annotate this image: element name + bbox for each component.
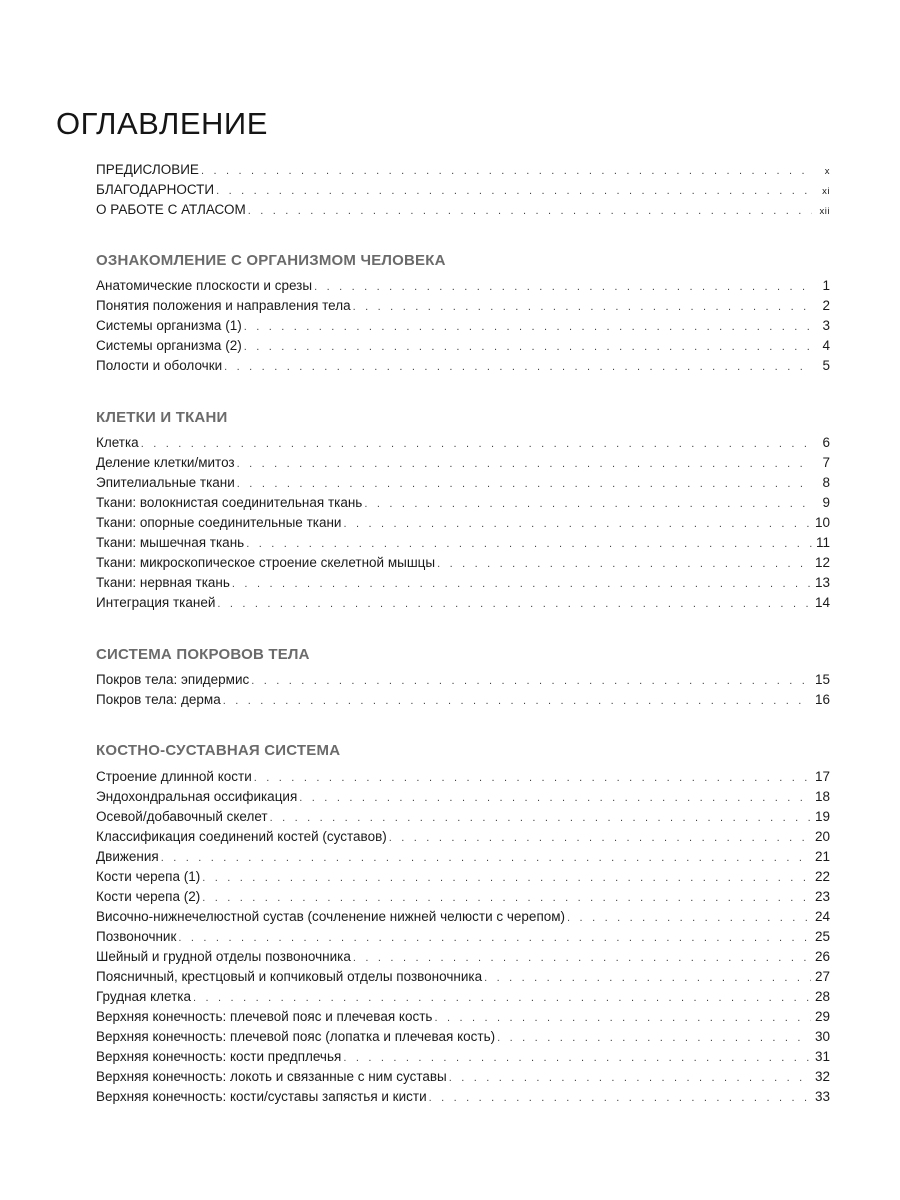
toc-entry-page: 7 bbox=[822, 455, 830, 470]
toc-entry-title: Полости и оболочки bbox=[96, 358, 223, 373]
toc-entry-title: Височно-нижнечелюстной сустав (сочленение нижней челюсти с черепом) bbox=[96, 909, 566, 924]
toc-entry-page: 4 bbox=[822, 338, 830, 353]
dot-leader bbox=[237, 474, 812, 494]
toc-entry[interactable] bbox=[96, 787, 830, 807]
toc-entry[interactable] bbox=[96, 827, 830, 847]
dot-leader bbox=[246, 534, 812, 554]
toc-entry[interactable] bbox=[96, 433, 830, 453]
toc-entry-page: 30 bbox=[814, 1029, 830, 1044]
toc-entry-title: Ткани: мышечная ткань bbox=[96, 535, 245, 550]
toc-entry-title: Покров тела: эпидермис bbox=[96, 672, 250, 687]
toc-entry-page: 23 bbox=[814, 889, 830, 904]
toc-entry-title: Эпителиальные ткани bbox=[96, 475, 235, 490]
toc-entry[interactable] bbox=[96, 1007, 830, 1027]
toc-entry-title: Грудная клетка bbox=[96, 989, 192, 1004]
toc-entry-title: Осевой/добавочный скелет bbox=[96, 809, 268, 824]
toc-entry[interactable] bbox=[96, 1027, 830, 1047]
dot-leader bbox=[254, 768, 811, 788]
toc-entry-page: 14 bbox=[814, 595, 830, 610]
section-entries bbox=[96, 670, 830, 710]
toc-entry-page: xii bbox=[819, 206, 830, 217]
toc-entry-page: 10 bbox=[814, 515, 830, 530]
toc-entry-title: Эндохондральная оссификация bbox=[96, 789, 298, 804]
toc-entry[interactable] bbox=[96, 200, 830, 220]
toc-entry[interactable] bbox=[96, 336, 830, 356]
toc-entry[interactable] bbox=[96, 967, 830, 987]
section-heading: КЛЕТКИ И ТКАНИ bbox=[96, 409, 228, 426]
toc-entry-title: Позвоночник bbox=[96, 929, 177, 944]
toc-entry-page: 5 bbox=[822, 358, 830, 373]
toc-entry-page: 13 bbox=[814, 575, 830, 590]
toc-entry-page: x bbox=[824, 166, 830, 177]
toc-entry[interactable] bbox=[96, 453, 830, 473]
toc-entry[interactable] bbox=[96, 180, 830, 200]
toc-entry-title: Кости черепа (1) bbox=[96, 869, 201, 884]
toc-entry-page: 12 bbox=[814, 555, 830, 570]
dot-leader bbox=[429, 1088, 811, 1108]
toc-entry-title: Покров тела: дерма bbox=[96, 692, 221, 707]
toc-entry[interactable] bbox=[96, 316, 830, 336]
toc-entry[interactable] bbox=[96, 867, 830, 887]
toc-entry-page: 19 bbox=[814, 809, 830, 824]
toc-entry-title: Верхняя конечность: локоть и связанные с ним суставы bbox=[96, 1069, 447, 1084]
dot-leader bbox=[389, 828, 811, 848]
toc-entry-title: Клетка bbox=[96, 435, 139, 450]
toc-entry[interactable] bbox=[96, 473, 830, 493]
dot-leader bbox=[437, 554, 811, 574]
toc-entry-page: 2 bbox=[822, 298, 830, 313]
dot-leader bbox=[251, 671, 811, 691]
toc-entry-title: Верхняя конечность: плечевой пояс и плечевая кость bbox=[96, 1009, 433, 1024]
toc-entry[interactable] bbox=[96, 276, 830, 296]
toc-entry-page: 24 bbox=[814, 909, 830, 924]
dot-leader bbox=[567, 908, 811, 928]
section-heading: СИСТЕМА ПОКРОВОВ ТЕЛА bbox=[96, 646, 310, 663]
dot-leader bbox=[217, 594, 811, 614]
toc-entry-page: 25 bbox=[814, 929, 830, 944]
toc-entry[interactable] bbox=[96, 670, 830, 690]
section-heading: КОСТНО-СУСТАВНАЯ СИСТЕМА bbox=[96, 742, 341, 759]
dot-leader bbox=[216, 181, 812, 201]
toc-entry-title: Интеграция тканей bbox=[96, 595, 216, 610]
section-entries bbox=[96, 276, 830, 376]
dot-leader bbox=[449, 1068, 811, 1088]
toc-entry-page: 32 bbox=[814, 1069, 830, 1084]
toc-entry[interactable] bbox=[96, 887, 830, 907]
dot-leader bbox=[141, 434, 812, 454]
dot-leader bbox=[248, 201, 812, 221]
toc-entry-title: ПРЕДИСЛОВИЕ bbox=[96, 162, 199, 177]
dot-leader bbox=[343, 514, 811, 534]
toc-entry-title: Верхняя конечность: плечевой пояс (лопатка и плечевая кость) bbox=[96, 1029, 496, 1044]
front-matter-list bbox=[96, 160, 830, 220]
dot-leader bbox=[201, 161, 812, 181]
dot-leader bbox=[270, 808, 811, 828]
dot-leader bbox=[202, 868, 811, 888]
toc-entry[interactable] bbox=[96, 767, 830, 787]
dot-leader bbox=[484, 968, 811, 988]
toc-entry-title: Верхняя конечность: кости предплечья bbox=[96, 1049, 342, 1064]
dot-leader bbox=[224, 357, 812, 377]
toc-entry-page: 6 bbox=[822, 435, 830, 450]
toc-entry-title: Ткани: волокнистая соединительная ткань bbox=[96, 495, 363, 510]
section-entries bbox=[96, 433, 830, 613]
dot-leader bbox=[353, 948, 811, 968]
toc-entry[interactable] bbox=[96, 847, 830, 867]
toc-entry[interactable] bbox=[96, 533, 830, 553]
dot-leader bbox=[161, 848, 811, 868]
toc-entry-page: 31 bbox=[814, 1049, 830, 1064]
dot-leader bbox=[299, 788, 811, 808]
toc-entry[interactable] bbox=[96, 160, 830, 180]
toc-entry-page: 1 bbox=[822, 278, 830, 293]
toc-entry-page: 3 bbox=[822, 318, 830, 333]
section-heading: ОЗНАКОМЛЕНИЕ С ОРГАНИЗМОМ ЧЕЛОВЕКА bbox=[96, 252, 446, 269]
toc-entry[interactable] bbox=[96, 947, 830, 967]
toc-entry[interactable] bbox=[96, 1067, 830, 1087]
dot-leader bbox=[353, 297, 812, 317]
toc-entry-page: 8 bbox=[822, 475, 830, 490]
page-title: ОГЛАВЛЕНИЕ bbox=[56, 106, 268, 141]
dot-leader bbox=[244, 317, 812, 337]
toc-entry-title: Анатомические плоскости и срезы bbox=[96, 278, 313, 293]
toc-entry[interactable] bbox=[96, 907, 830, 927]
toc-entry-page: 9 bbox=[822, 495, 830, 510]
dot-leader bbox=[193, 988, 811, 1008]
toc-entry[interactable] bbox=[96, 1087, 830, 1107]
toc-entry-page: 28 bbox=[814, 989, 830, 1004]
toc-entry[interactable] bbox=[96, 807, 830, 827]
dot-leader bbox=[178, 928, 811, 948]
dot-leader bbox=[237, 454, 812, 474]
toc-entry-page: 20 bbox=[814, 829, 830, 844]
toc-entry-title: Поясничный, крестцовый и копчиковый отделы позвоночника bbox=[96, 969, 483, 984]
toc-entry-title: Ткани: микроскопическое строение скелетной мышцы bbox=[96, 555, 436, 570]
dot-leader bbox=[232, 574, 811, 594]
dot-leader bbox=[434, 1008, 811, 1028]
dot-leader bbox=[244, 337, 812, 357]
toc-entry-page: 27 bbox=[814, 969, 830, 984]
toc-entry-title: Ткани: нервная ткань bbox=[96, 575, 230, 590]
dot-leader bbox=[343, 1048, 811, 1068]
toc-entry-page: 26 bbox=[814, 949, 830, 964]
toc-entry[interactable] bbox=[96, 296, 830, 316]
toc-entry-title: Системы организма (1) bbox=[96, 318, 242, 333]
toc-entry-title: БЛАГОДАРНОСТИ bbox=[96, 182, 215, 197]
toc-entry-title: Движения bbox=[96, 849, 159, 864]
section-entries bbox=[96, 767, 830, 1107]
toc-entry-page: 21 bbox=[814, 849, 830, 864]
dot-leader bbox=[364, 494, 812, 514]
toc-entry-page: 11 bbox=[815, 535, 830, 550]
dot-leader bbox=[202, 888, 811, 908]
toc-entry-page: 33 bbox=[814, 1089, 830, 1104]
toc-entry[interactable] bbox=[96, 513, 830, 533]
toc-entry-page: 18 bbox=[814, 789, 830, 804]
toc-entry-page: 29 bbox=[814, 1009, 830, 1024]
toc-entry[interactable] bbox=[96, 356, 830, 376]
toc-entry[interactable] bbox=[96, 987, 830, 1007]
toc-entry-title: Строение длинной кости bbox=[96, 769, 252, 784]
toc-entry[interactable] bbox=[96, 553, 830, 573]
toc-entry-title: Шейный и грудной отделы позвоночника bbox=[96, 949, 351, 964]
toc-entry-page: 15 bbox=[814, 672, 830, 687]
toc-entry[interactable] bbox=[96, 1047, 830, 1067]
toc-entry[interactable] bbox=[96, 493, 830, 513]
toc-entry-title: Верхняя конечность: кости/суставы запястья и кисти bbox=[96, 1089, 427, 1104]
toc-entry-title: Классификация соединений костей (суставов) bbox=[96, 829, 387, 844]
dot-leader bbox=[314, 277, 812, 297]
toc-entry-title: Ткани: опорные соединительные ткани bbox=[96, 515, 342, 530]
toc-entry-title: О РАБОТЕ С АТЛАСОМ bbox=[96, 202, 246, 217]
toc-entry-page: 16 bbox=[814, 692, 830, 707]
toc-entry[interactable] bbox=[96, 573, 830, 593]
toc-entry-page: 17 bbox=[814, 769, 830, 784]
dot-leader bbox=[497, 1028, 811, 1048]
toc-entry-title: Кости черепа (2) bbox=[96, 889, 201, 904]
dot-leader bbox=[223, 691, 811, 711]
toc-entry[interactable] bbox=[96, 690, 830, 710]
toc-entry-title: Системы организма (2) bbox=[96, 338, 242, 353]
toc-entry-page: xi bbox=[822, 186, 830, 197]
toc-entry-title: Деление клетки/митоз bbox=[96, 455, 235, 470]
toc-entry[interactable] bbox=[96, 593, 830, 613]
toc-entry-title: Понятия положения и направления тела bbox=[96, 298, 351, 313]
toc-entry[interactable] bbox=[96, 927, 830, 947]
toc-entry-page: 22 bbox=[814, 869, 830, 884]
